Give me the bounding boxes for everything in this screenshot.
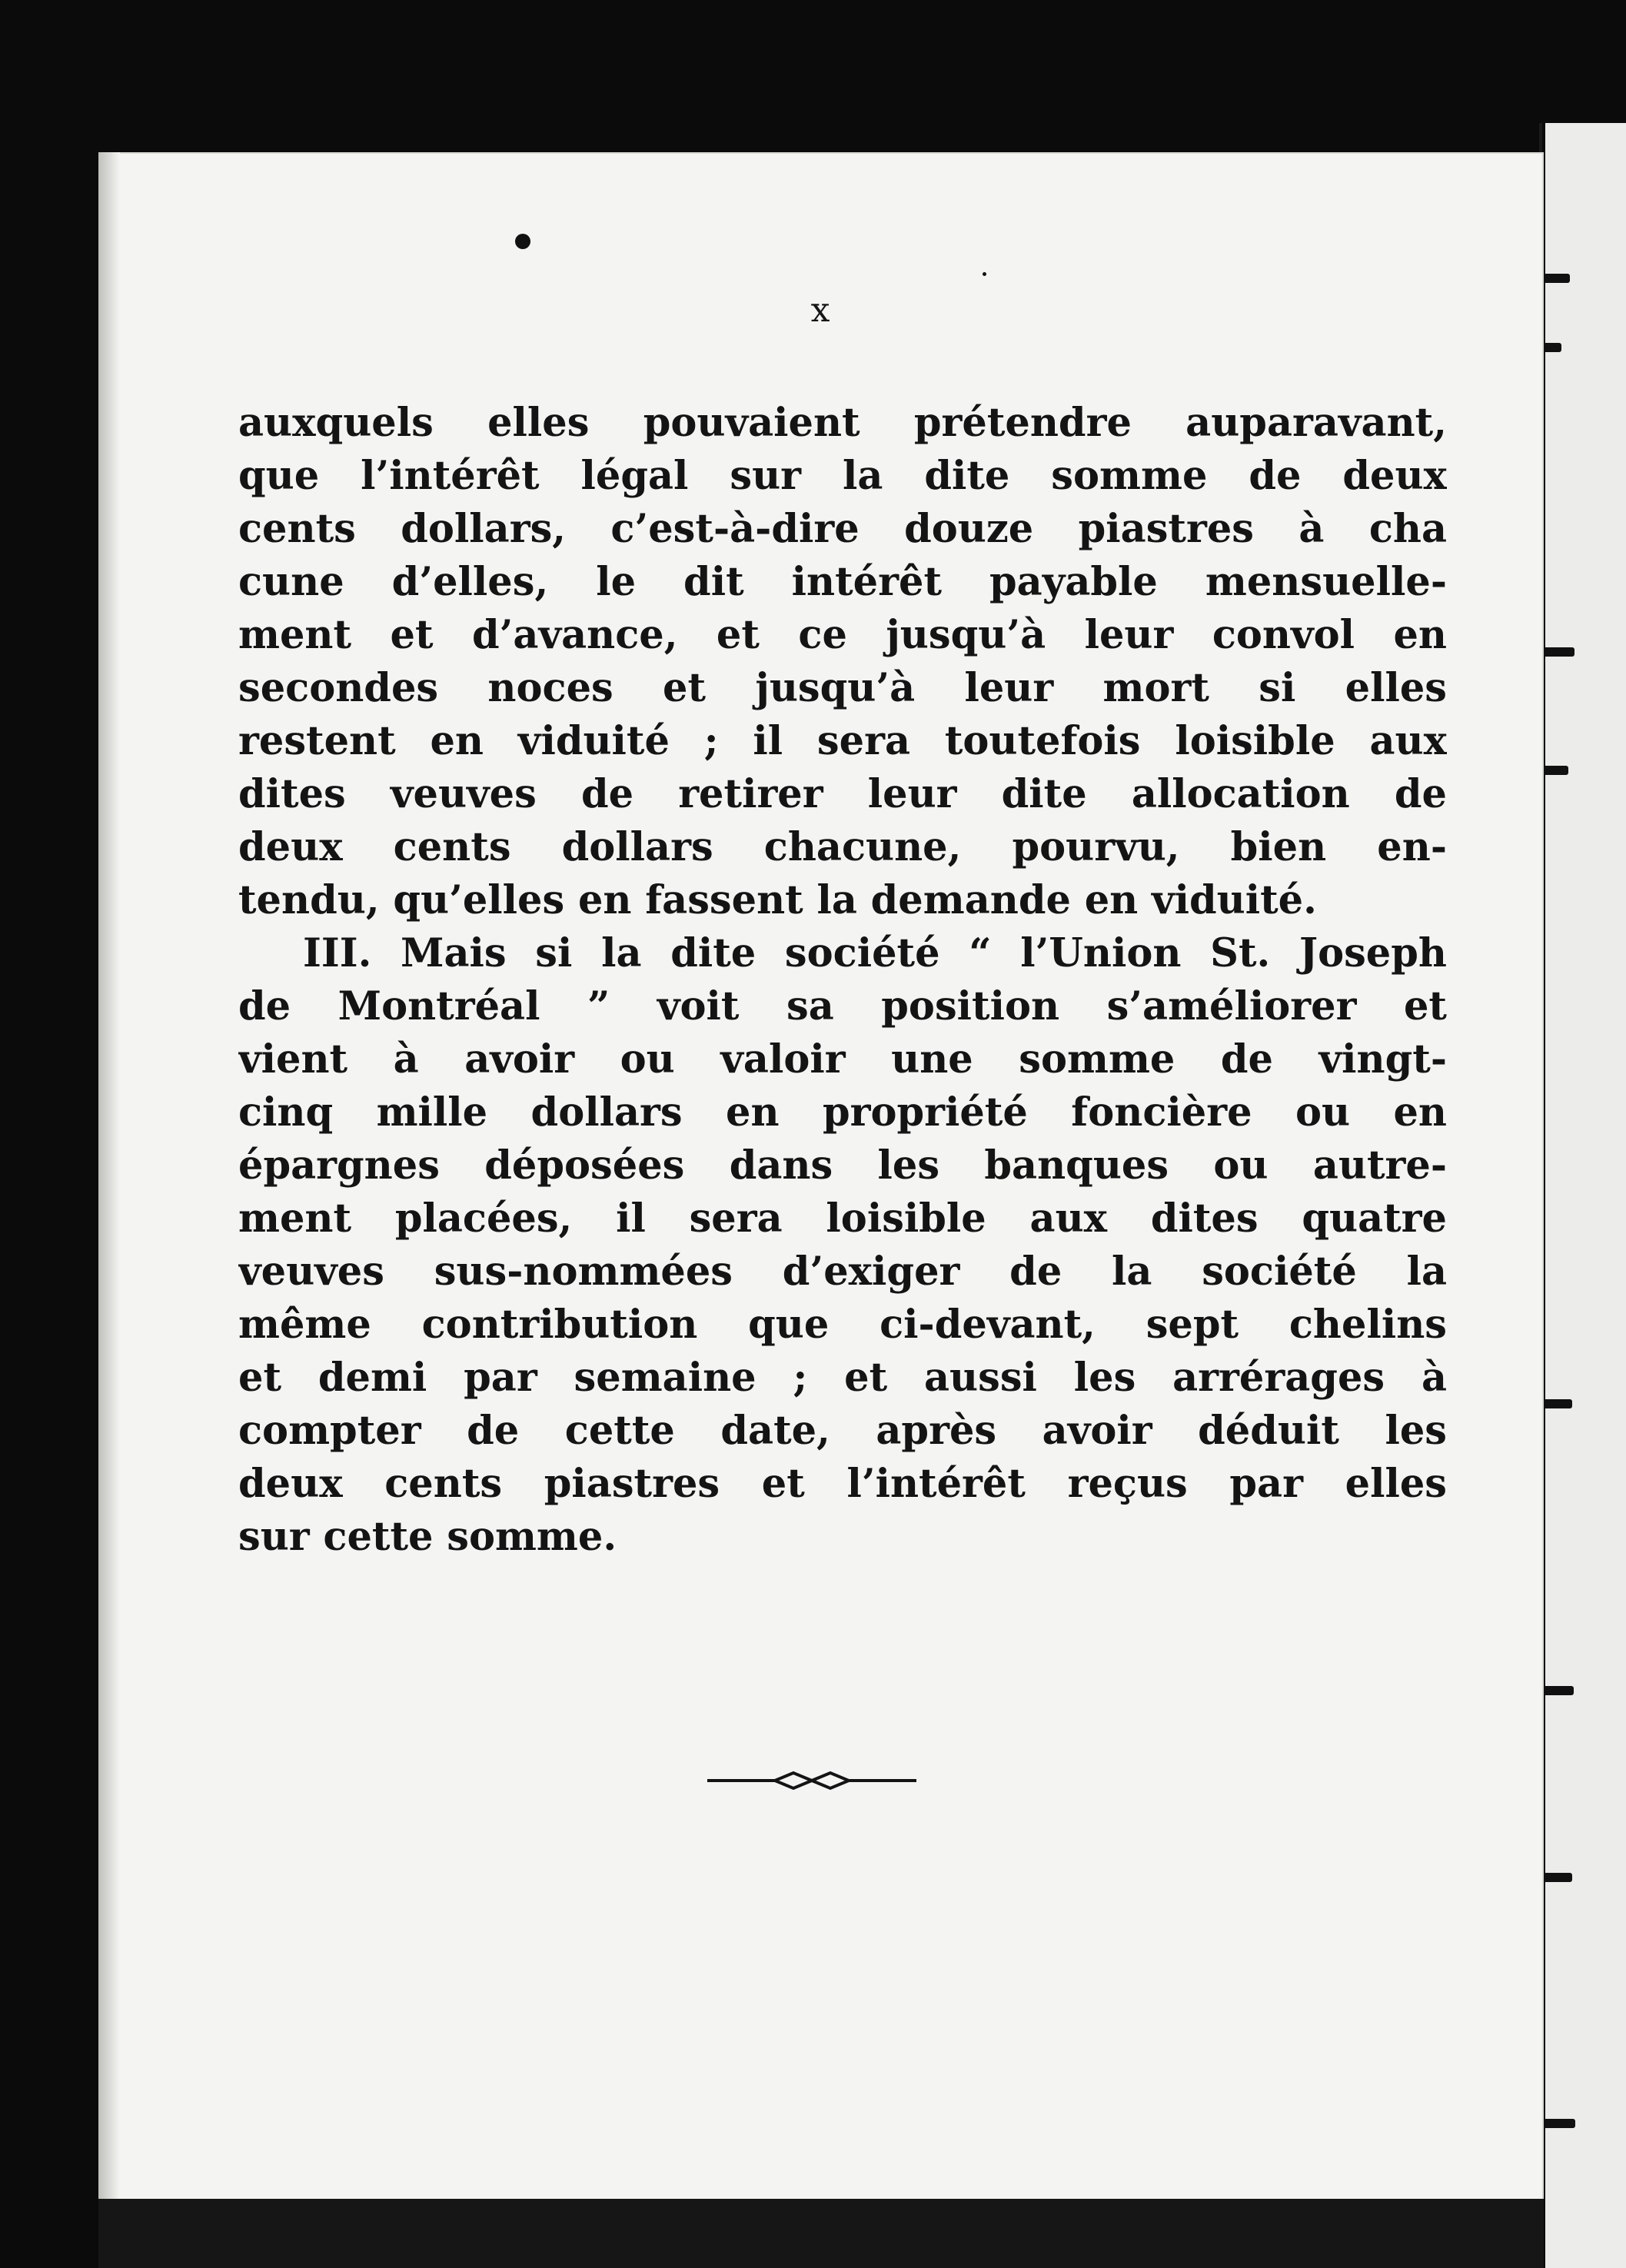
text-line: tendu, qu’elles en fassent la demande en viduité. (238, 877, 1317, 923)
text-line: de Montréal ” voit sa position s’améliorer et (238, 983, 1447, 1029)
text-line: restent en viduité ; il sera toutefois loisible aux (238, 718, 1447, 764)
text-line: deux cents dollars chacune, pourvu, bien en- (238, 824, 1447, 870)
text-line: secondes noces et jusqu’à leur mort si elles (238, 665, 1447, 711)
end-of-section-flourish-icon (704, 1765, 919, 1796)
text-line: sur cette somme. (238, 1514, 617, 1560)
text-line: ment et d’avance, et ce jusqu’à leur convol en (238, 612, 1447, 658)
text-line: cents dollars, c’est-à-dire douze piastres à cha (238, 506, 1447, 552)
text-line: dites veuves de retirer leur dite allocation de (238, 771, 1447, 817)
text-line: vient à avoir ou valoir une somme de vingt- (238, 1036, 1447, 1082)
text-line: et demi par semaine ; et aussi les arrérages à (238, 1355, 1447, 1401)
document-page (98, 152, 1544, 2228)
text-line: cune d’elles, le dit intérêt payable mensuelle- (238, 559, 1447, 605)
text-line: veuves sus-nommées d’exiger de la société la (238, 1249, 1447, 1295)
text-line: que l’intérêt légal sur la dite somme de deux (238, 453, 1447, 499)
page-edge-shadow (98, 152, 120, 2228)
text-line: cinq mille dollars en propriété foncière ou en (238, 1089, 1447, 1136)
body-text (238, 397, 1447, 1564)
scan-bottom-shadow (98, 2199, 1544, 2268)
ink-speck (983, 272, 986, 276)
text-line: auxquels elles pouvaient prétendre auparavant, (238, 400, 1447, 446)
text-line: même contribution que ci-devant, sept chelins (238, 1302, 1447, 1348)
text-line: ment placées, il sera loisible aux dites quatre (238, 1196, 1447, 1242)
text-line: deux cents piastres et l’intérêt reçus par elles (238, 1461, 1447, 1507)
ink-speck (515, 234, 530, 249)
page-folio-number: x (810, 291, 832, 330)
text-line: compter de cette date, après avoir déduit les (238, 1408, 1447, 1454)
paragraph-start-line: III. Mais si la dite société “ l’Union St. Joseph (303, 930, 1447, 976)
facing-page-edge (1545, 123, 1626, 2268)
text-line: épargnes déposées dans les banques ou autre- (238, 1142, 1447, 1189)
